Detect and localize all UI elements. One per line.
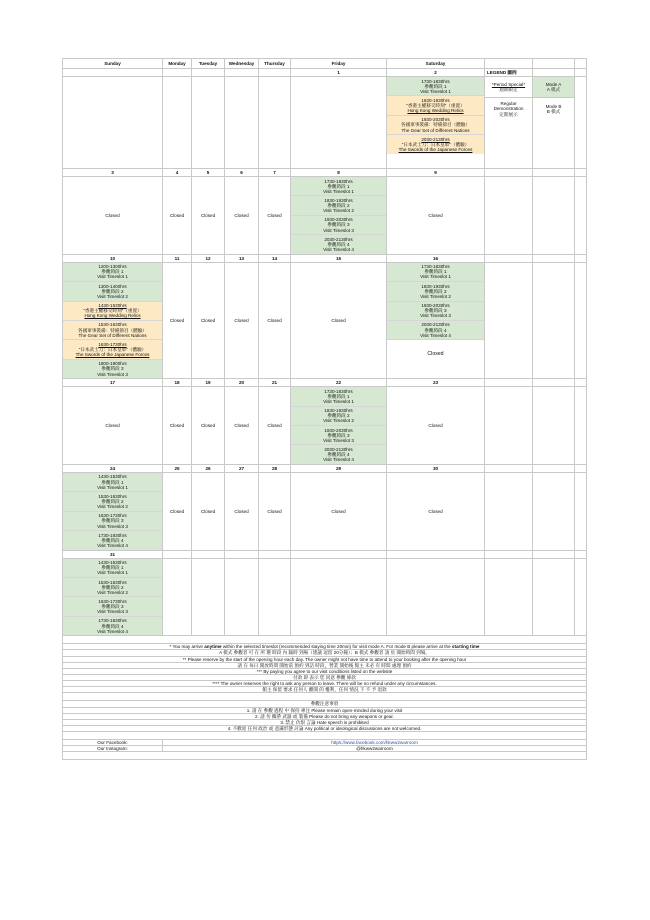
timeslot[interactable]: 1930-2030hrs 參觀時段 3 Visit Timeslot 3 [291, 426, 386, 445]
day-closed: Closed [192, 177, 225, 255]
week-5-dates: 24 25 26 27 28 29 30 [63, 464, 587, 472]
legend-modes: Mode A A 模式 Mode B B 模式 [533, 77, 575, 169]
day-closed: Closed [259, 262, 291, 379]
timeslot-special[interactable]: 2030-2130hrs "日本武士刀：日本皇軍"（體驗） The Swords of the Japanese Forces [387, 135, 484, 153]
timeslot[interactable]: 1730-1830hrs 參觀時段 4 Visit Timeslot 4 [63, 617, 162, 635]
note-4-zh: 館主 保留 要求 任何人 離開 的 權利，任何 情況 下 不 予 退款 [63, 687, 587, 693]
timeslot[interactable]: 1730-1830hrs 參觀時段 4 Visit Timeslot 4 [63, 531, 162, 549]
facebook-label: Our Facebook: [63, 740, 163, 746]
day-8-slots [291, 177, 387, 255]
legend-regular: Regular Demonstration [493, 101, 524, 112]
timeslot[interactable]: 1630-1730hrs 參觀時段 3 Visit Timeslot 3 [63, 512, 162, 531]
note-1: * You may arrive anytime within the selected timeslot (recommended staying time 20min) for visit mode A. For mode B please arrive at the starting time [63, 644, 587, 650]
calendar-table [62, 58, 587, 760]
day-closed: Closed [225, 177, 259, 255]
facebook-link[interactable]: https://www.facebook.com/hkww2warroom [331, 740, 418, 746]
timeslot[interactable]: 1830-1930hrs 參觀時段 2 Visit Timeslot 2 [291, 196, 386, 215]
week-4-dates: 17 18 19 20 21 22 23 [63, 379, 587, 387]
rule-1: 1. 請 在 參觀 過程 中 保持 專注 Please remain open-minded during your visit [63, 707, 587, 713]
week-3-dates: 10 11 12 13 14 15 16 [63, 254, 587, 262]
day-16-slots [387, 262, 485, 379]
day-closed: Closed [291, 472, 387, 550]
date-2: 2 [387, 69, 485, 77]
timeslot[interactable]: 1630-1730hrs 參觀時段 3 Visit Timeslot 3 [63, 597, 162, 616]
note-2-zh: 請 在 每日 開放時間 開始前 預約 到訪 時段，營業 開始後 館主 未必 有 時間 處理 預約 [63, 662, 587, 668]
rule-4: 4. 不歡迎 任何 政治 或 意識形態 討論 Any political or ideological discussions are not welcomed. [63, 725, 587, 731]
timeslot[interactable]: 2030-2130hrs 參觀時段 4 Visit Timeslot 4 [291, 445, 386, 463]
day-2-slots [387, 77, 485, 169]
day-closed: Closed [192, 472, 225, 550]
header-row [63, 59, 587, 69]
timeslot-special[interactable]: 1430-1530hrs "香港主權移交時刻"（重置） Hong Kong Wedding Relics [63, 302, 162, 321]
timeslot[interactable]: 2030-2130hrs 參觀時段 4 Visit Timeslot 4 [291, 235, 386, 253]
day-closed: Closed [259, 177, 291, 255]
day-closed: Closed [387, 177, 485, 255]
day-24-slots [63, 472, 163, 550]
day-closed: Closed [291, 262, 387, 379]
header-monday: Monday [163, 59, 192, 69]
timeslot[interactable]: 1730-1830hrs 參觀時段 1 Visit Timeslot 1 [387, 77, 484, 96]
header-wednesday: Wednesday [225, 59, 259, 69]
timeslot[interactable]: 1430-1530hrs 參觀時段 1 Visit Timeslot 1 [63, 559, 162, 578]
day-closed: Closed [259, 472, 291, 550]
instagram-handle[interactable]: @hkww2warroom [163, 746, 587, 752]
header-tuesday: Tuesday [192, 59, 225, 69]
timeslot[interactable]: 1730-1830hrs 參觀時段 1 Visit Timeslot 1 [291, 387, 386, 406]
day-closed: Closed [63, 177, 163, 255]
rule-3: 3. 禁止 仇恨 言論 Hate speech is prohibited [63, 719, 587, 725]
header-saturday: Saturday [387, 59, 485, 69]
legend-box: *Period Special* 週期限定 Regular Demonstration 定期展示 [485, 77, 533, 169]
timeslot-special[interactable]: 1930-2030hrs 各國軍事裝備：特備節目（體驗） The Gear Set of Different Nations [387, 116, 484, 135]
timeslot-special[interactable]: 1630-1730hrs "日本武士刀：日本皇軍"（體驗） The Swords of the Japanese Forces [63, 340, 162, 359]
day-closed: Closed [427, 351, 444, 358]
day-closed: Closed [225, 262, 259, 379]
timeslot-special[interactable]: 1830-1930hrs "香港主權移交時刻"（重置） Hong Kong Wedding Relics [387, 96, 484, 115]
timeslot[interactable]: 1730-1830hrs 參觀時段 1 Visit Timeslot 1 [291, 177, 386, 196]
header-thursday: Thursday [259, 59, 291, 69]
timeslot[interactable]: 2030-2130hrs 參觀時段 4 Visit Timeslot 4 [387, 321, 484, 340]
header-friday: Friday [291, 59, 387, 69]
day-closed: Closed [259, 387, 291, 465]
note-3-zh: 付款 即 表示 您 同意 參觀 條款 [63, 674, 587, 680]
timeslot[interactable]: 1930-2030hrs 參觀時段 3 Visit Timeslot 3 [387, 302, 484, 321]
timeslot[interactable]: 1430-1530hrs 參觀時段 1 Visit Timeslot 1 [63, 473, 162, 492]
timeslot[interactable]: 1530-1630hrs 參觀時段 2 Visit Timeslot 2 [63, 492, 162, 511]
day-closed: Closed [163, 387, 192, 465]
timeslot[interactable]: 1800-1900hrs 參觀時段 3 Visit Timeslot 3 [63, 360, 162, 378]
week-4-body [63, 387, 587, 465]
day-closed: Closed [225, 472, 259, 550]
note-2: ** Please reserve by the start of the opening hour each day. The owner might not have time to attend to your booking after the opening hour [63, 656, 587, 662]
timeslot[interactable]: 1200-1300hrs 參觀時段 1 Visit Timeslot 1 [63, 263, 162, 282]
day-closed: Closed [163, 262, 192, 379]
week-2-body [63, 177, 587, 255]
day-closed: Closed [163, 177, 192, 255]
day-closed: Closed [192, 262, 225, 379]
day-closed: Closed [387, 472, 485, 550]
day-closed: Closed [225, 387, 259, 465]
timeslot[interactable]: 1730-1830hrs 參觀時段 1 Visit Timeslot 1 [387, 263, 484, 282]
schedule-sheet [62, 58, 587, 760]
day-31-slots [63, 558, 163, 636]
week-2-dates: 3 4 5 6 7 8 9 [63, 169, 587, 177]
week-1-dates [63, 69, 587, 77]
week-1-body [63, 77, 587, 169]
week-6-dates: 31 [63, 550, 587, 558]
timeslot[interactable]: 1300-1400hrs 參觀時段 2 Visit Timeslot 2 [63, 282, 162, 301]
timeslot[interactable]: 1830-1930hrs 參觀時段 2 Visit Timeslot 2 [387, 282, 484, 301]
legend-title: LEGEND 圖例 [485, 69, 533, 77]
note-3: *** By paying you agree to our visit conditions listed on the website [63, 668, 587, 674]
day-closed: Closed [192, 387, 225, 465]
timeslot[interactable]: 1930-2030hrs 參觀時段 3 Visit Timeslot 3 [291, 216, 386, 235]
week-3-body [63, 262, 587, 379]
week-6-body [63, 558, 587, 636]
day-closed: Closed [163, 472, 192, 550]
timeslot[interactable]: 1530-1630hrs 參觀時段 2 Visit Timeslot 2 [63, 578, 162, 597]
note-1-zh: A 模式 參觀者 可 在 所 選 時段 內 隨時 到場（建議 逗留 20分鐘）；B 模式 參觀者 請 於 開始時間 到場。 [63, 650, 587, 656]
day-closed: Closed [387, 387, 485, 465]
header-sunday: Sunday [63, 59, 163, 69]
timeslot-special[interactable]: 1530-1630hrs 各國軍事裝備：特備節目（體驗） The Gear Set of Different Nations [63, 321, 162, 340]
legend-mode-a: Mode A [545, 81, 562, 87]
note-4: **** The owner reserves the right to ask any person to leave. There will be no refund under any circumstances. [63, 681, 587, 687]
rules-title: 參觀注意事項 [63, 701, 587, 707]
day-closed: Closed [63, 387, 163, 465]
instagram-label: Our Instagram: [63, 746, 163, 752]
day-10-slots [63, 262, 163, 379]
legend-special: *Period Special* [491, 81, 526, 87]
week-5-body [63, 472, 587, 550]
legend-mode-b: Mode B [545, 103, 562, 109]
timeslot[interactable]: 1830-1930hrs 參觀時段 2 Visit Timeslot 2 [291, 407, 386, 426]
date-1: 1 [291, 69, 387, 77]
day-22-slots [291, 387, 387, 465]
rule-2: 2. 請 勿 攜帶 武器 或 裝備 Please do not bring any weapons or gear. [63, 713, 587, 719]
